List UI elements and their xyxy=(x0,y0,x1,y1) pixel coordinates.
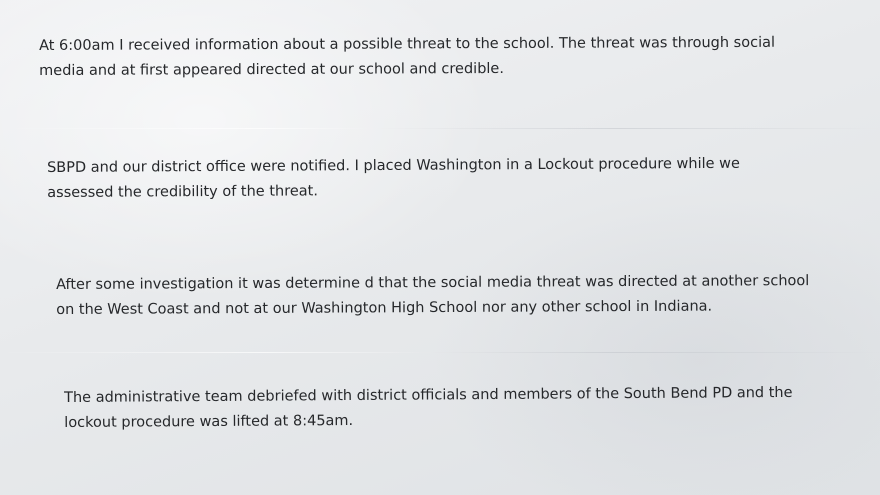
paper-fold-line xyxy=(0,352,880,353)
paragraph-investigation-result xyxy=(56,269,809,323)
paragraph-lockout-notice xyxy=(47,152,740,206)
text-line: The administrative team debriefed with district officials and members of the South Bend PD and the xyxy=(64,384,793,406)
text-line: assessed the credibility of the threat. xyxy=(47,183,318,201)
text-line: At 6:00am I received information about a possible threat to the school. The threat was through social xyxy=(39,34,776,54)
paper-fold-line xyxy=(0,128,880,129)
text-line: lockout procedure was lifted at 8:45am. xyxy=(64,412,354,431)
text-line: media and at first appeared directed at our school and credible. xyxy=(39,60,504,79)
text-line: After some investigation it was determine d that the social media threat was directed at another school xyxy=(56,273,810,293)
text-line: SBPD and our district office were notified. I placed Washington in a Lockout procedure while we xyxy=(47,155,740,176)
paragraph-threat-received xyxy=(39,31,775,84)
text-line: on the West Coast and not at our Washington High School nor any other school in Indiana. xyxy=(56,298,713,318)
paragraph-lockout-lifted xyxy=(64,381,793,436)
